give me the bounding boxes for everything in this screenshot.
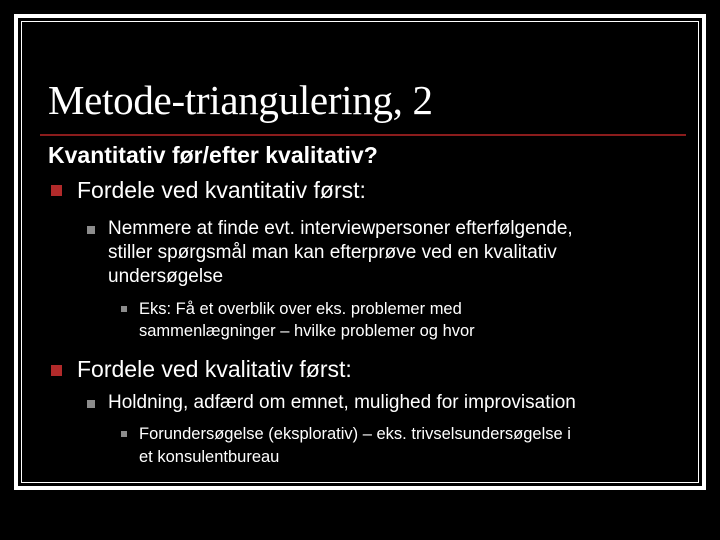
subsub-bullet-line: sammenlægninger – hvilke problemer og hvor — [139, 322, 475, 340]
subsub-bullet-line: Eks: Få et overblik over eks. problemer med — [139, 300, 462, 318]
slide-title: Metode-triangulering, 2 — [48, 77, 433, 123]
square-bullet-icon — [121, 431, 127, 437]
sub-bullet-line: stiller spørgsmål man kan efterprøve ved en kvalitativ — [108, 242, 557, 263]
square-bullet-icon — [121, 306, 127, 312]
subsub-bullet-line: Forundersøgelse (eksplorativ) – eks. trivselsundersøgelse i — [139, 425, 571, 443]
square-bullet-icon — [87, 226, 95, 234]
sub-bullet-line: undersøgelse — [108, 266, 224, 287]
bullet-text: Fordele ved kvantitativ først: — [77, 177, 366, 203]
sub-bullet-line: Nemmere at finde evt. interviewpersoner efterfølgende, — [108, 218, 573, 239]
subsub-bullet-line: et konsulentbureau — [139, 448, 280, 466]
slide-heading: Kvantitativ før/efter kvalitativ? — [48, 142, 378, 168]
square-bullet-icon — [51, 185, 62, 196]
bullet-text: Fordele ved kvalitativ først: — [77, 356, 352, 382]
square-bullet-icon — [51, 365, 62, 376]
square-bullet-icon — [87, 400, 95, 408]
sub-bullet-line: Holdning, adfærd om emnet, mulighed for improvisation — [108, 392, 576, 413]
title-underline — [40, 134, 686, 136]
